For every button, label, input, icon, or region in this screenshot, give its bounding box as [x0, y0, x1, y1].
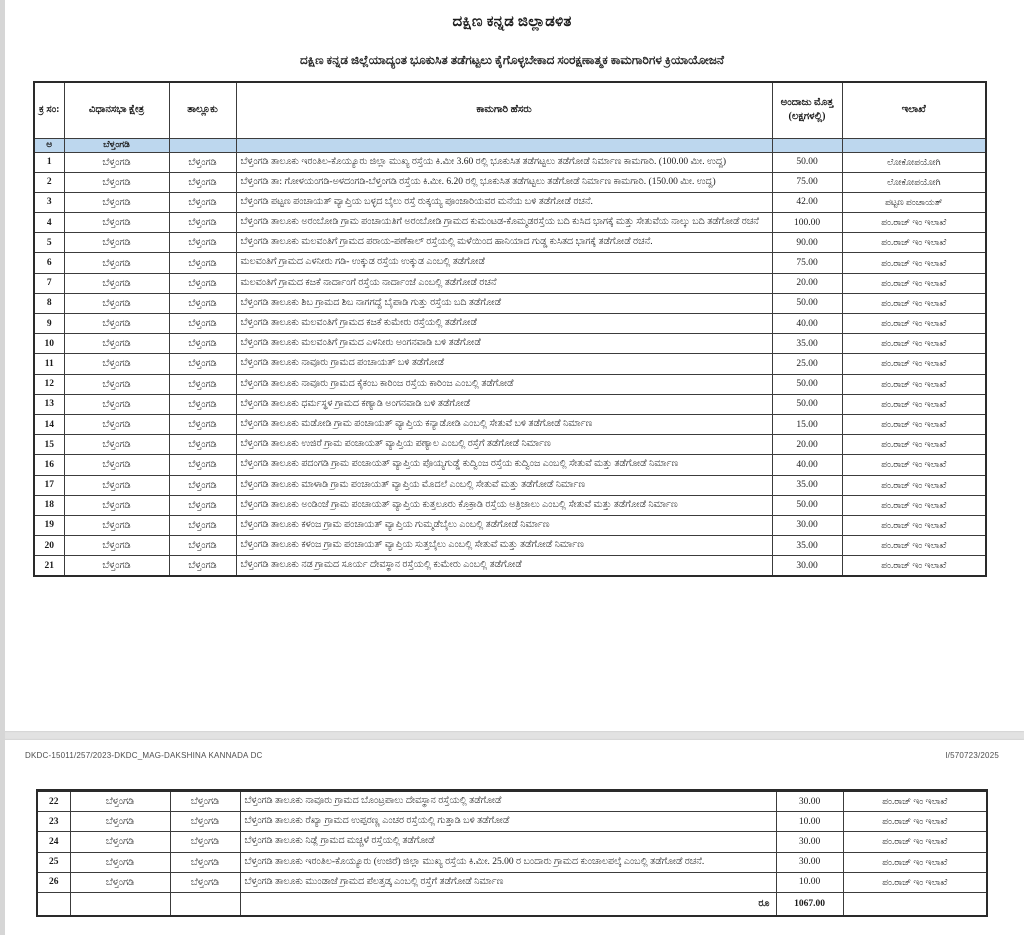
cell-work-name: ಬೆಳ್ತಂಗಡಿ ಪಟ್ಟಣ ಪಂಚಾಯತ್ ವ್ಯಾಪ್ತಿಯ ಬಳ್ಳದ ಬೈಲು ರಸ್ತೆ ರುಕ್ಕಯ್ಯ ಪೂಂಜಾರಿಯವರ ಮನೆಯ ಬಳಿ ತಡೆಗೋಡೆ ರಚನೆ.	[236, 192, 772, 212]
cell-work-name: ಬೆಳ್ತಂಗಡಿ ತಾಲೂಕು ಉಜಿರೆ ಗ್ರಾಮ ಪಂಚಾಯತ್ ವ್ಯಾಪ್ತಿಯ ಪಣ್ಯಾಲ ಎಂಬಲ್ಲಿ ರಸ್ತೆಗೆ ತಡೆಗೋಡೆ ನಿರ್ಮಾಣ	[236, 435, 772, 455]
cell-constituency: ಬೆಳ್ತಂಗಡಿ	[64, 495, 169, 515]
table-row	[34, 172, 986, 192]
cell-constituency: ಬೆಳ್ತಂಗಡಿ	[64, 233, 169, 253]
cell-work-name: ಬೆಳ್ತಂಗಡಿ ತಾಲೂಕು ಕಳಂಜ ಗ್ರಾಮ ಪಂಚಾಯತ್ ವ್ಯಾಪ್ತಿಯ ಗುಮ್ಮಡೆಬೈಲು ಎಂಬಲ್ಲಿ ತಡೆಗೋಡೆ ನಿರ್ಮಾಣ	[236, 515, 772, 535]
table-row	[34, 314, 986, 334]
cell-constituency: ಬೆಳ್ತಂಗಡಿ	[64, 394, 169, 414]
cell-serial-number: 11	[34, 354, 64, 374]
cell-estimated-amount: 50.00	[772, 152, 842, 172]
cell-constituency: ಬೆಳ್ತಂಗಡಿ	[64, 334, 169, 354]
cell-taluk: ಬೆಳ್ತಂಗಡಿ	[169, 536, 236, 556]
cell-serial-number: 1	[34, 152, 64, 172]
cell-taluk: ಬೆಳ್ತಂಗಡಿ	[169, 414, 236, 434]
cell-estimated-amount: 25.00	[772, 354, 842, 374]
cell-serial-number: 26	[37, 872, 70, 892]
cell-work-name: ಬೆಳ್ತಂಗಡಿ ತಾಲೂಕು ಮುಂಡಾಜೆ ಗ್ರಾಮದ ಪೆಲತ್ತಡ್ಕ ಎಂಬಲ್ಲಿ ರಸ್ತೆಗೆ ತಡೆಗೋಡೆ ನಿರ್ಮಾಣ	[240, 872, 776, 892]
cell-serial-number: 5	[34, 233, 64, 253]
cell-estimated-amount: 75.00	[772, 172, 842, 192]
table-row	[34, 394, 986, 414]
cell-serial-number: 13	[34, 394, 64, 414]
table-row	[34, 233, 986, 253]
cell-serial-number: 16	[34, 455, 64, 475]
cell-taluk: ಬೆಳ್ತಂಗಡಿ	[170, 791, 240, 812]
column-header: ಇಲಾಖೆ	[842, 82, 986, 138]
column-header: ತಾಲ್ಲೂಕು	[169, 82, 236, 138]
cell-constituency: ಬೆಳ್ತಂಗಡಿ	[70, 852, 170, 872]
table-row	[34, 536, 986, 556]
cell-serial-number: 22	[37, 791, 70, 812]
table-row	[34, 192, 986, 212]
cell-constituency: ಬೆಳ್ತಂಗಡಿ	[64, 475, 169, 495]
cell-serial-number: 9	[34, 314, 64, 334]
total-empty-cell	[843, 892, 987, 916]
section-serial: ಅ	[34, 138, 64, 152]
cell-taluk: ಬೆಳ್ತಂಗಡಿ	[169, 556, 236, 577]
section-empty-cell	[169, 138, 236, 152]
cell-work-name: ಬೆಳ್ತಂಗಡಿ ತಾಲೂಕು ನಾವೂರು ಗ್ರಾಮದ ಬೊಂಟ್ರಪಾಲು ದೇವಸ್ಥಾನ ರಸ್ತೆಯಲ್ಲಿ ತಡೆಗೋಡೆ	[240, 791, 776, 812]
table-row	[34, 213, 986, 233]
cell-department: ಪಂ.ರಾಜ್ ಇಂ ಇಲಾಖೆ	[842, 233, 986, 253]
cell-work-name: ಬೆಳ್ತಂಗಡಿ ತಾ: ಗೋಳಯಂಗಡಿ-ಅಳದಂಗಡಿ-ಬೆಳ್ತಂಗಡಿ ರಸ್ತೆಯ ಕಿ.ಮೀ. 6.20 ರಲ್ಲಿ ಭೂಕುಸಿತ ತಡೆಗಟ್ಟಲು ತಡೆಗೋಡೆ ನಿರ್ಮಾಣ ಕಾಮಗಾರಿ. (150.00 ಮೀ. ಉದ್ದ)	[236, 172, 772, 192]
cell-taluk: ಬೆಳ್ತಂಗಡಿ	[169, 314, 236, 334]
total-label: ರೂ	[240, 892, 776, 916]
cell-serial-number: 23	[37, 812, 70, 832]
cell-department: ಪಂ.ರಾಜ್ ಇಂ ಇಲಾಖೆ	[842, 273, 986, 293]
cell-work-name: ಬೆಳ್ತಂಗಡಿ ತಾಲೂಕು ಧರ್ಮಸ್ಥಳ ಗ್ರಾಮದ ಕಣ್ಯಾಡಿ ಅಂಗನವಾಡಿ ಬಳಿ ತಡೆಗೋಡೆ	[236, 394, 772, 414]
cell-work-name: ಬೆಳ್ತಂಗಡಿ ತಾಲೂಕು ನಡ ಗ್ರಾಮದ ಸೂರ್ಯ ದೇವಸ್ಥಾನ ರಸ್ತೆಯಲ್ಲಿ ಕುಮೇರು ಎಂಬಲ್ಲಿ ತಡೆಗೋಡೆ	[236, 556, 772, 577]
table-row	[34, 253, 986, 273]
cell-constituency: ಬೆಳ್ತಂಗಡಿ	[64, 253, 169, 273]
cell-work-name: ಬೆಳ್ತಂಗಡಿ ತಾಲೂಕು ಮಲವಂತಿಗೆ ಗ್ರಾಮದ ಪರಾಯ-ಪಣೆಕಾಲ್ ರಸ್ತೆಯಲ್ಲಿ ಮಳೆಯಿಂದ ಹಾನಿಯಾದ ಗುಡ್ಡ ಕುಸಿತದ ಭಾಗಕ್ಕೆ ತಡೆಗೋಡೆ ರಚನೆ.	[236, 233, 772, 253]
total-amount: 1067.00	[776, 892, 843, 916]
cell-serial-number: 10	[34, 334, 64, 354]
cell-work-name: ಬೆಳ್ತಂಗಡಿ ತಾಲೂಕು ನಾವೂರು ಗ್ರಾಮದ ಪಂಚಾಯತ್ ಬಳಿ ತಡೆಗೋಡೆ	[236, 354, 772, 374]
section-empty-cell	[772, 138, 842, 152]
cell-serial-number: 24	[37, 832, 70, 852]
table-row	[34, 556, 986, 577]
cell-constituency: ಬೆಳ್ತಂಗಡಿ	[64, 556, 169, 577]
cell-estimated-amount: 42.00	[772, 192, 842, 212]
cell-estimated-amount: 100.00	[772, 213, 842, 233]
cell-department: ಲೋಕೋಪಯೋಗಿ	[842, 152, 986, 172]
cell-estimated-amount: 90.00	[772, 233, 842, 253]
cell-taluk: ಬೆಳ್ತಂಗಡಿ	[169, 253, 236, 273]
cell-department: ಪಂ.ರಾಜ್ ಇಂ ಇಲಾಖೆ	[843, 872, 987, 892]
cell-constituency: ಬೆಳ್ತಂಗಡಿ	[64, 354, 169, 374]
cell-constituency: ಬೆಳ್ತಂಗಡಿ	[70, 791, 170, 812]
cell-work-name: ಬೆಳ್ತಂಗಡಿ ತಾಲೂಕು ಅರಂಬೋಡಿ ಗ್ರಾಮ ಪಂಚಾಯತಿಗೆ ಅರಂಬೋಡಿ ಗ್ರಾಮದ ಕುಮಂಟಡ-ಕೊಮ್ಮಡರಸ್ತೆಯ ಬದಿ ಕುಸಿದ ಭಾಗಕ್ಕೆ ಮತ್ತು ಸೇತುವೆಯ ನಾಲ್ಕು ಬದಿ ತಡೆಗೋಡೆ ರಚನೆ	[236, 213, 772, 233]
table-row	[34, 495, 986, 515]
table-row	[37, 852, 987, 872]
cell-department: ಪಂ.ರಾಜ್ ಇಂ ಇಲಾಖೆ	[842, 435, 986, 455]
cell-estimated-amount: 10.00	[776, 872, 843, 892]
cell-serial-number: 21	[34, 556, 64, 577]
cell-work-name: ಬೆಳ್ತಂಗಡಿ ತಾಲೂಕು ಮಾಳಾಡಿ ಗ್ರಾಮ ಪಂಚಾಯತ್ ವ್ಯಾಪ್ತಿಯ ಮೊದಲೆ ಎಂಬಲ್ಲಿ ಸೇತುವೆ ಮತ್ತು ತಡೆಗೋಡೆ ನಿರ್ಮಾಣ	[236, 475, 772, 495]
cell-constituency: ಬೆಳ್ತಂಗಡಿ	[64, 374, 169, 394]
cell-department: ಪಂ.ರಾಜ್ ಇಂ ಇಲಾಖೆ	[842, 515, 986, 535]
cell-constituency: ಬೆಳ್ತಂಗಡಿ	[64, 293, 169, 313]
cell-taluk: ಬೆಳ್ತಂಗಡಿ	[169, 475, 236, 495]
table-row	[34, 334, 986, 354]
cell-serial-number: 2	[34, 172, 64, 192]
works-table-page2	[36, 789, 988, 917]
cell-department: ಪಂ.ರಾಜ್ ಇಂ ಇಲಾಖೆ	[842, 293, 986, 313]
cell-serial-number: 25	[37, 852, 70, 872]
cell-estimated-amount: 40.00	[772, 455, 842, 475]
cell-estimated-amount: 30.00	[776, 832, 843, 852]
cell-estimated-amount: 20.00	[772, 273, 842, 293]
column-header: ಕಾಮಗಾರಿ ಹೆಸರು	[236, 82, 772, 138]
cell-taluk: ಬೆಳ್ತಂಗಡಿ	[170, 872, 240, 892]
cell-work-name: ಬೆಳ್ತಂಗಡಿ ತಾಲೂಕು ಅಂಡಿಂಜೆ ಗ್ರಾಮ ಪಂಚಾಯತ್ ವ್ಯಾಪ್ತಿಯ ಕುತ್ತಲೂರು ಕೊಕ್ರಾಡಿ ರಸ್ತೆಯ ಅತ್ರಿಜಾಲು ಎಂಬಲ್ಲಿ ಸೇತುವೆ ಮತ್ತು ತಡೆಗೋಡೆ ನಿರ್ಮಾಣ	[236, 495, 772, 515]
cell-serial-number: 17	[34, 475, 64, 495]
cell-department: ಪಂ.ರಾಜ್ ಇಂ ಇಲಾಖೆ	[842, 495, 986, 515]
table-row	[34, 152, 986, 172]
cell-work-name: ಬೆಳ್ತಂಗಡಿ ತಾಲೂಕು ಮಡೋಡಿ ಗ್ರಾಮ ಪಂಚಾಯತ್ ವ್ಯಾಪ್ತಿಯ ಕನ್ಯಾಡೋಡಿ ಎಂಬಲ್ಲಿ ಸೇತುವೆ ಬಳಿ ತಡೆಗೋಡೆ ನಿರ್ಮಾಣ	[236, 414, 772, 434]
cell-department: ಪಂ.ರಾಜ್ ಇಂ ಇಲಾಖೆ	[842, 213, 986, 233]
total-empty-cell	[70, 892, 170, 916]
cell-department: ಪಂ.ರಾಜ್ ಇಂ ಇಲಾಖೆ	[842, 556, 986, 577]
cell-estimated-amount: 50.00	[772, 495, 842, 515]
cell-serial-number: 18	[34, 495, 64, 515]
cell-serial-number: 14	[34, 414, 64, 434]
page-subtitle: ದಕ್ಷಿಣ ಕನ್ನಡ ಜಿಲ್ಲೆಯಾದ್ಯಂತ ಭೂಕುಸಿತ ತಡೆಗಟ್ಟಲು ಕೈಗೊಳ್ಳಬೇಕಾದ ಸಂರಕ್ಷಣಾತ್ಮಕ ಕಾಮಗಾರಿಗಳ ಕ್ರಿಯಾಯೋಜನೆ	[299, 53, 725, 67]
cell-work-name: ಬೆಳ್ತಂಗಡಿ ತಾಲೂಕು ಪದಂಗಡಿ ಗ್ರಾಮ ಪಂಚಾಯತ್ ವ್ಯಾಪ್ತಿಯ ಪೊಯ್ಯಗುಡ್ಡೆ ಕುದ್ವಿಂಜ ರಸ್ತೆಯ ಕುದ್ವಿಂಜ ಎಂಬಲ್ಲಿ ಸೇತುವೆ ಮತ್ತು ತಡೆಗೋಡೆ ನಿರ್ಮಾಣ	[236, 455, 772, 475]
table-body-page2	[37, 791, 987, 893]
cell-department: ಲೋಕೋಪಯೋಗಿ	[842, 172, 986, 192]
cell-constituency: ಬೆಳ್ತಂಗಡಿ	[70, 832, 170, 852]
cell-taluk: ಬೆಳ್ತಂಗಡಿ	[169, 273, 236, 293]
cell-taluk: ಬೆಳ್ತಂಗಡಿ	[169, 435, 236, 455]
cell-serial-number: 7	[34, 273, 64, 293]
cell-estimated-amount: 30.00	[772, 556, 842, 577]
cell-taluk: ಬೆಳ್ತಂಗಡಿ	[170, 852, 240, 872]
cell-serial-number: 15	[34, 435, 64, 455]
cell-department: ಪಂ.ರಾಜ್ ಇಂ ಇಲಾಖೆ	[842, 354, 986, 374]
cell-serial-number: 19	[34, 515, 64, 535]
cell-constituency: ಬೆಳ್ತಂಗಡಿ	[64, 314, 169, 334]
cell-constituency: ಬೆಳ್ತಂಗಡಿ	[64, 515, 169, 535]
table-header	[34, 82, 986, 138]
cell-work-name: ಮಲವಂತಿಗೆ ಗ್ರಾಮದ ಕಜಕೆ ನಾರ್ದಾಂಗೆ ರಸ್ತೆಯ ನಾರ್ದಾಂಜೆ ಎಂಬಲ್ಲಿ ತಡೆಗೋಡೆ ರಚನೆ	[236, 273, 772, 293]
cell-estimated-amount: 15.00	[772, 414, 842, 434]
cell-serial-number: 6	[34, 253, 64, 273]
cell-constituency: ಬೆಳ್ತಂಗಡಿ	[64, 192, 169, 212]
document-reference-number: DKDC-15011/257/2023-DKDC_MAG-DAKSHINA KANNADA DC	[25, 751, 263, 760]
works-table-page1	[33, 81, 987, 577]
cell-constituency: ಬೆಳ್ತಂಗಡಿ	[64, 435, 169, 455]
table-body-page1	[34, 152, 986, 576]
table-row	[34, 374, 986, 394]
cell-constituency: ಬೆಳ್ತಂಗಡಿ	[64, 172, 169, 192]
cell-work-name: ಮಲವಂತಿಗೆ ಗ್ರಾಮದ ಎಳನೀರು ಗಡಿ- ಉಕ್ಕುಡ ರಸ್ತೆಯ ಉಕ್ಕುಡ ಎಂಬಲ್ಲಿ ತಡೆಗೋಡೆ	[236, 253, 772, 273]
cell-taluk: ಬೆಳ್ತಂಗಡಿ	[169, 394, 236, 414]
table-row	[34, 435, 986, 455]
table-row	[34, 354, 986, 374]
table-row	[34, 455, 986, 475]
total-row	[37, 892, 987, 916]
table-row	[37, 872, 987, 892]
cell-estimated-amount: 30.00	[776, 791, 843, 812]
table-row	[34, 515, 986, 535]
cell-constituency: ಬೆಳ್ತಂಗಡಿ	[64, 414, 169, 434]
table-row	[34, 293, 986, 313]
cell-taluk: ಬೆಳ್ತಂಗಡಿ	[169, 334, 236, 354]
table-row	[37, 832, 987, 852]
document-page-2	[0, 740, 1024, 935]
cell-taluk: ಬೆಳ್ತಂಗಡಿ	[169, 495, 236, 515]
cell-estimated-amount: 30.00	[772, 515, 842, 535]
cell-constituency: ಬೆಳ್ತಂಗಡಿ	[64, 152, 169, 172]
cell-constituency: ಬೆಳ್ತಂಗಡಿ	[64, 273, 169, 293]
cell-constituency: ಬೆಳ್ತಂಗಡಿ	[70, 812, 170, 832]
table-row	[37, 812, 987, 832]
cell-work-name: ಬೆಳ್ತಂಗಡಿ ತಾಲೂಕು ಇರಂತಿಲ-ಕೊಯ್ಯೂರು ಜಿಲ್ಲಾ ಮುಖ್ಯ ರಸ್ತೆಯ ಕಿ.ಮೀ 3.60 ರಲ್ಲಿ ಭೂಕುಸಿತ ತಡೆಗಟ್ಟಲು ತಡೆಗೋಡೆ ನಿರ್ಮಾಣ ಕಾಮಗಾರಿ. (100.00 ಮೀ. ಉದ್ದ)	[236, 152, 772, 172]
cell-department: ಪಂ.ರಾಜ್ ಇಂ ಇಲಾಖೆ	[842, 253, 986, 273]
cell-constituency: ಬೆಳ್ತಂಗಡಿ	[64, 536, 169, 556]
cell-taluk: ಬೆಳ್ತಂಗಡಿ	[169, 192, 236, 212]
cell-work-name: ಬೆಳ್ತಂಗಡಿ ತಾಲೂಕು ಇರಂತಿಲ-ಕೊಯ್ಯೂರು (ಉಜಿರೆ) ಜಿಲ್ಲಾ ಮುಖ್ಯ ರಸ್ತೆಯ ಕಿ.ಮೀ. 25.00 ರ ಬಂದಾರು ಗ್ರಾಮದ ಕುಂಚಾಲಪಲ್ಕೆ ಎಂಬಲ್ಲಿ ತಡೆಗೋಡೆ ರಚನೆ.	[240, 852, 776, 872]
cell-department: ಪಂ.ರಾಜ್ ಇಂ ಇಲಾಖೆ	[842, 334, 986, 354]
cell-estimated-amount: 50.00	[772, 374, 842, 394]
column-header: ಅಂದಾಜು ಮೊತ್ತ (ಲಕ್ಷಗಳಲ್ಲಿ)	[772, 82, 842, 138]
cell-work-name: ಬೆಳ್ತಂಗಡಿ ತಾಲೂಕು ರೆಖ್ಯಾ ಗ್ರಾಮದ ಉಪ್ಪರಣ್ಣ ಎಂಚರ ರಸ್ತೆಯಲ್ಲಿ ಗುತ್ತಾಡಿ ಬಳಿ ತಡೆಗೋಡೆ	[240, 812, 776, 832]
cell-department: ಪಂ.ರಾಜ್ ಇಂ ಇಲಾಖೆ	[842, 394, 986, 414]
cell-taluk: ಬೆಳ್ತಂಗಡಿ	[169, 374, 236, 394]
cell-estimated-amount: 20.00	[772, 435, 842, 455]
section-empty-cell	[842, 138, 986, 152]
cell-serial-number: 12	[34, 374, 64, 394]
cell-constituency: ಬೆಳ್ತಂಗಡಿ	[70, 872, 170, 892]
cell-estimated-amount: 35.00	[772, 334, 842, 354]
cell-department: ಪಂ.ರಾಜ್ ಇಂ ಇಲಾಖೆ	[843, 812, 987, 832]
cell-department: ಪಂ.ರಾಜ್ ಇಂ ಇಲಾಖೆ	[842, 475, 986, 495]
page-title: ದಕ್ಷಿಣ ಕನ್ನಡ ಜಿಲ್ಲಾಡಳಿತ	[452, 14, 572, 30]
cell-taluk: ಬೆಳ್ತಂಗಡಿ	[169, 515, 236, 535]
total-empty-cell	[170, 892, 240, 916]
cell-department: ಪಂ.ರಾಜ್ ಇಂ ಇಲಾಖೆ	[842, 414, 986, 434]
cell-department: ಪಂ.ರಾಜ್ ಇಂ ಇಲಾಖೆ	[842, 374, 986, 394]
cell-serial-number: 20	[34, 536, 64, 556]
table-header-row	[34, 82, 986, 138]
cell-work-name: ಬೆಳ್ತಂಗಡಿ ತಾಲೂಕು ಮಲವಂತಿಗೆ ಗ್ರಾಮದ ಎಳನೀರು ಅಂಗನವಾಡಿ ಬಳಿ ತಡೆಗೋಡೆ	[236, 334, 772, 354]
cell-taluk: ಬೆಳ್ತಂಗಡಿ	[169, 354, 236, 374]
file-number: I/570723/2025	[945, 751, 999, 760]
cell-department: ಪಂ.ರಾಜ್ ಇಂ ಇಲಾಖೆ	[843, 832, 987, 852]
cell-department: ಪಂ.ರಾಜ್ ಇಂ ಇಲಾಖೆ	[842, 536, 986, 556]
table-row	[37, 791, 987, 812]
section-empty-cell	[236, 138, 772, 152]
cell-estimated-amount: 75.00	[772, 253, 842, 273]
cell-department: ಪಂ.ರಾಜ್ ಇಂ ಇಲಾಖೆ	[842, 455, 986, 475]
cell-estimated-amount: 30.00	[776, 852, 843, 872]
cell-department: ಪಟ್ಟಣ ಪಂಚಾಯತ್	[842, 192, 986, 212]
cell-taluk: ಬೆಳ್ತಂಗಡಿ	[169, 233, 236, 253]
total-empty-cell	[37, 892, 70, 916]
cell-taluk: ಬೆಳ್ತಂಗಡಿ	[169, 172, 236, 192]
cell-estimated-amount: 50.00	[772, 394, 842, 414]
cell-department: ಪಂ.ರಾಜ್ ಇಂ ಇಲಾಖೆ	[843, 791, 987, 812]
section-constituency: ಬೆಳ್ತಂಗಡಿ	[64, 138, 169, 152]
cell-work-name: ಬೆಳ್ತಂಗಡಿ ತಾಲೂಕು ನಿಡ್ಲೆ ಗ್ರಾಮದ ಮಚ್ಚಳೆ ರಸ್ತೆಯಲ್ಲಿ ತಡೆಗೋಡೆ	[240, 832, 776, 852]
cell-serial-number: 3	[34, 192, 64, 212]
cell-work-name: ಬೆಳ್ತಂಗಡಿ ತಾಲೂಕು ನಾವೂರು ಗ್ರಾಮದ ಕೈಕಂಬ ಕಾರಿಂಜ ರಸ್ತೆಯ ಕಾರಿಂಜ ಎಂಬಲ್ಲಿ ತಡೆಗೋಡೆ	[236, 374, 772, 394]
cell-serial-number: 8	[34, 293, 64, 313]
cell-estimated-amount: 35.00	[772, 536, 842, 556]
cell-taluk: ಬೆಳ್ತಂಗಡಿ	[169, 455, 236, 475]
cell-estimated-amount: 40.00	[772, 314, 842, 334]
cell-taluk: ಬೆಳ್ತಂಗಡಿ	[169, 293, 236, 313]
cell-taluk: ಬೆಳ್ತಂಗಡಿ	[170, 832, 240, 852]
cell-constituency: ಬೆಳ್ತಂಗಡಿ	[64, 213, 169, 233]
column-header: ಕ್ರ ಸಂ:	[34, 82, 64, 138]
cell-taluk: ಬೆಳ್ತಂಗಡಿ	[170, 812, 240, 832]
table-row	[34, 475, 986, 495]
section-row	[34, 138, 986, 152]
cell-serial-number: 4	[34, 213, 64, 233]
cell-taluk: ಬೆಳ್ತಂಗಡಿ	[169, 152, 236, 172]
cell-work-name: ಬೆಳ್ತಂಗಡಿ ತಾಲೂಕು ಶಿಬ ಗ್ರಾಮದ ಶಿಬ ನಾಗಗದ್ದೆ ಬೈಪಾಡಿ ಗುತ್ತು ರಸ್ತೆಯ ಬದಿ ತಡೆಗೋಡೆ	[236, 293, 772, 313]
cell-taluk: ಬೆಳ್ತಂಗಡಿ	[169, 213, 236, 233]
cell-estimated-amount: 10.00	[776, 812, 843, 832]
table-row	[34, 273, 986, 293]
cell-estimated-amount: 35.00	[772, 475, 842, 495]
cell-work-name: ಬೆಳ್ತಂಗಡಿ ತಾಲೂಕು ಮಲವಂತಿಗೆ ಗ್ರಾಮದ ಕಜಕೆ ಕುಮೇರು ರಸ್ತೆಯಲ್ಲಿ ತಡೆಗೋಡೆ	[236, 314, 772, 334]
cell-department: ಪಂ.ರಾಜ್ ಇಂ ಇಲಾಖೆ	[843, 852, 987, 872]
cell-estimated-amount: 50.00	[772, 293, 842, 313]
cell-constituency: ಬೆಳ್ತಂಗಡಿ	[64, 455, 169, 475]
cell-work-name: ಬೆಳ್ತಂಗಡಿ ತಾಲೂಕು ಕಳಂಜ ಗ್ರಾಮ ಪಂಚಾಯತ್ ವ್ಯಾಪ್ತಿಯ ಸುತ್ತಬೈಲು ಎಂಬಲ್ಲಿ ಸೇತುವೆ ಮತ್ತು ತಡೆಗೋಡೆ ನಿರ್ಮಾಣ	[236, 536, 772, 556]
table-row	[34, 414, 986, 434]
column-header: ವಿಧಾನಸಭಾ ಕ್ಷೇತ್ರ	[64, 82, 169, 138]
cell-department: ಪಂ.ರಾಜ್ ಇಂ ಇಲಾಖೆ	[842, 314, 986, 334]
page-header-refline	[0, 740, 1024, 760]
